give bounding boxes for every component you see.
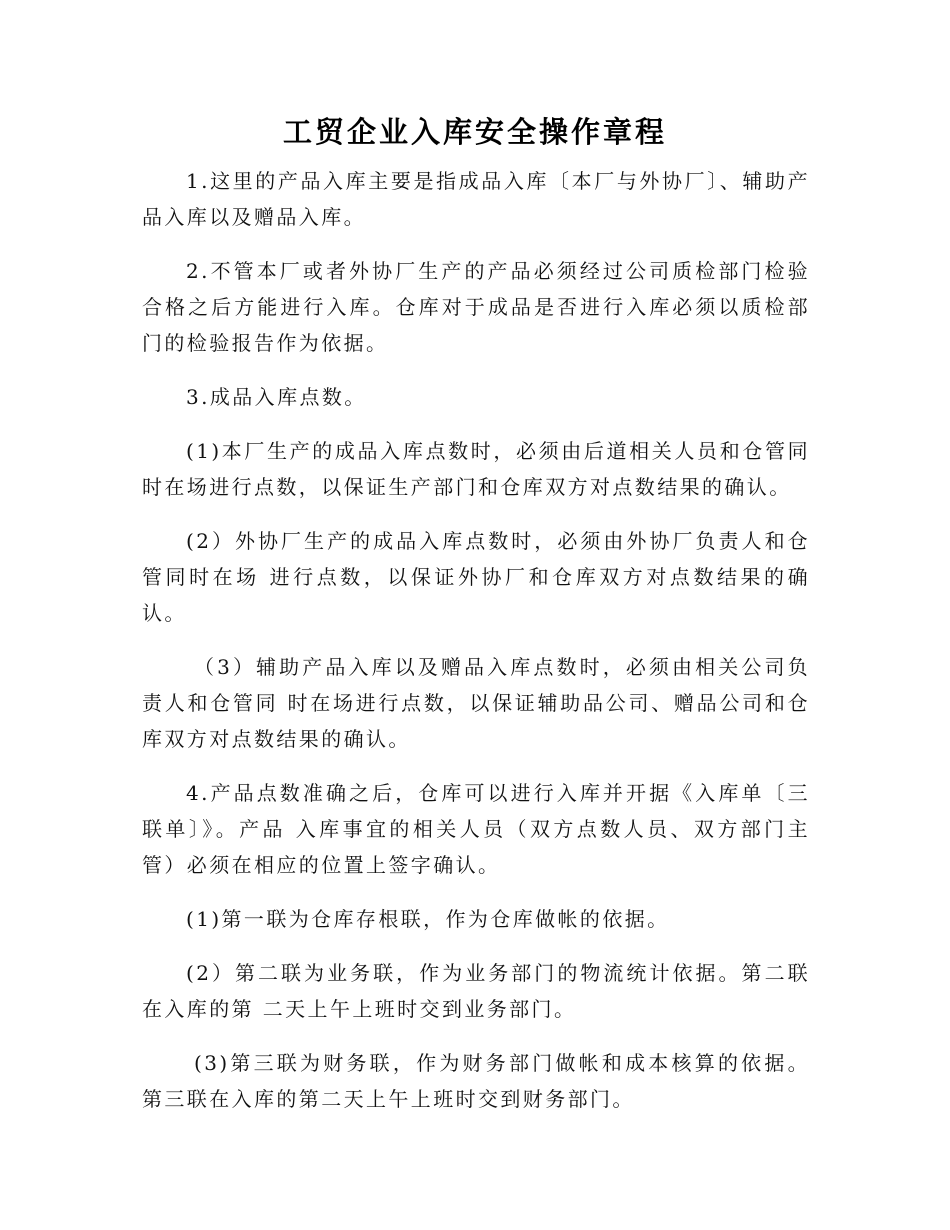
paragraph-4-2: (2）第二联为业务联，作为业务部门的物流统计依据。第二联在入库的第 二天上午上班时交到业务部门。: [142, 961, 810, 1021]
paragraph-2: 2.不管本厂或者外协厂生产的产品必须经过公司质检部门检验合格之后方能进行入库。仓库对于成品是否进行入库必须以质检部门的检验报告作为依据。: [142, 259, 810, 355]
paragraph-4-1: (1)第一联为仓库存根联，作为仓库做帐的依据。: [186, 907, 670, 931]
paragraph-1: 1.这里的产品入库主要是指成品入库〔本厂与外协厂〕、辅助产品入库以及赠品入库。: [142, 169, 810, 229]
paragraph-3-1: (1)本厂生产的成品入库点数时，必须由后道相关人员和仓管同时在场进行点数，以保证生产部门和仓库双方对点数结果的确认。: [142, 439, 810, 499]
paragraph-4: 4.产品点数准确之后，仓库可以进行入库并开据《入库单〔三联单〕》。产品 入库事宜的相关人员（双方点数人员、双方部门主管）必须在相应的位置上签字确认。: [142, 781, 810, 877]
document-title: 工贸企业入库安全操作章程: [282, 115, 667, 149]
paragraph-3-3: （3）辅助产品入库以及赠品入库点数时，必须由相关公司负责人和仓管同 时在场进行点数，以保证辅助品公司、赠品公司和仓库双方对点数结果的确认。: [142, 655, 810, 751]
paragraph-4-3: (3)第三联为财务联，作为财务部门做帐和成本核算的依据。第三联在入库的第二天上午上班时交到财务部门。: [142, 1051, 810, 1111]
paragraph-3-2: (2）外协厂生产的成品入库点数时，必须由外协厂负责人和仓管同时在场 进行点数，以保证外协厂和仓库双方对点数结果的确认。: [142, 529, 810, 625]
paragraph-3: 3.成品入库点数。: [186, 385, 367, 409]
document-body: [142, 163, 810, 1135]
